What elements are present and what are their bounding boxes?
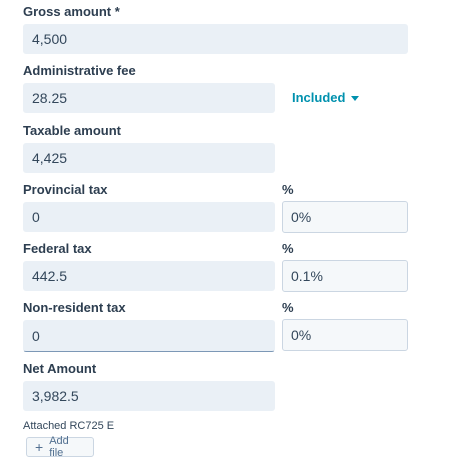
gross-amount-label: Gross amount * [23, 4, 120, 19]
provincial-tax-value: 0 [32, 209, 40, 225]
administrative-fee-value: 28.25 [32, 90, 68, 106]
federal-tax-percent-label: % [282, 241, 294, 256]
fee-mode-dropdown[interactable] [292, 90, 359, 105]
administrative-fee-input[interactable] [23, 83, 275, 113]
gross-amount-input[interactable] [23, 24, 408, 54]
federal-tax-input[interactable] [23, 261, 275, 291]
net-amount-label: Net Amount [23, 361, 97, 376]
federal-tax-value: 442.5 [32, 268, 68, 284]
federal-tax-label: Federal tax [23, 241, 92, 256]
net-amount-input[interactable] [23, 381, 275, 411]
taxable-amount-input[interactable] [23, 143, 275, 173]
provincial-tax-percent-input[interactable] [282, 201, 408, 233]
taxable-amount-value: 4,425 [32, 150, 68, 166]
add-file-button[interactable] [26, 437, 94, 457]
non-resident-tax-value: 0 [32, 328, 40, 344]
provincial-tax-input[interactable] [23, 202, 275, 232]
net-amount-value: 3,982.5 [32, 388, 79, 404]
attachment-label: Attached RC725 E [23, 420, 115, 432]
non-resident-tax-input[interactable] [23, 320, 275, 352]
non-resident-tax-percent-label: % [282, 300, 294, 315]
federal-tax-percent-value: 0.1% [291, 268, 323, 284]
plus-icon: + [35, 439, 44, 455]
non-resident-tax-percent-value: 0% [291, 327, 312, 343]
fee-mode-label: Included [292, 90, 346, 105]
administrative-fee-label: Administrative fee [23, 63, 136, 78]
non-resident-tax-label: Non-resident tax [23, 300, 126, 315]
federal-tax-percent-input[interactable] [282, 260, 408, 292]
non-resident-tax-percent-input[interactable] [282, 319, 408, 351]
add-file-label: Add file [49, 435, 69, 459]
provincial-tax-percent-value: 0% [291, 209, 312, 225]
gross-amount-value: 4,500 [32, 31, 68, 47]
taxable-amount-label: Taxable amount [23, 123, 122, 138]
provincial-tax-label: Provincial tax [23, 182, 108, 197]
provincial-tax-percent-label: % [282, 182, 294, 197]
caret-down-icon [351, 96, 359, 101]
